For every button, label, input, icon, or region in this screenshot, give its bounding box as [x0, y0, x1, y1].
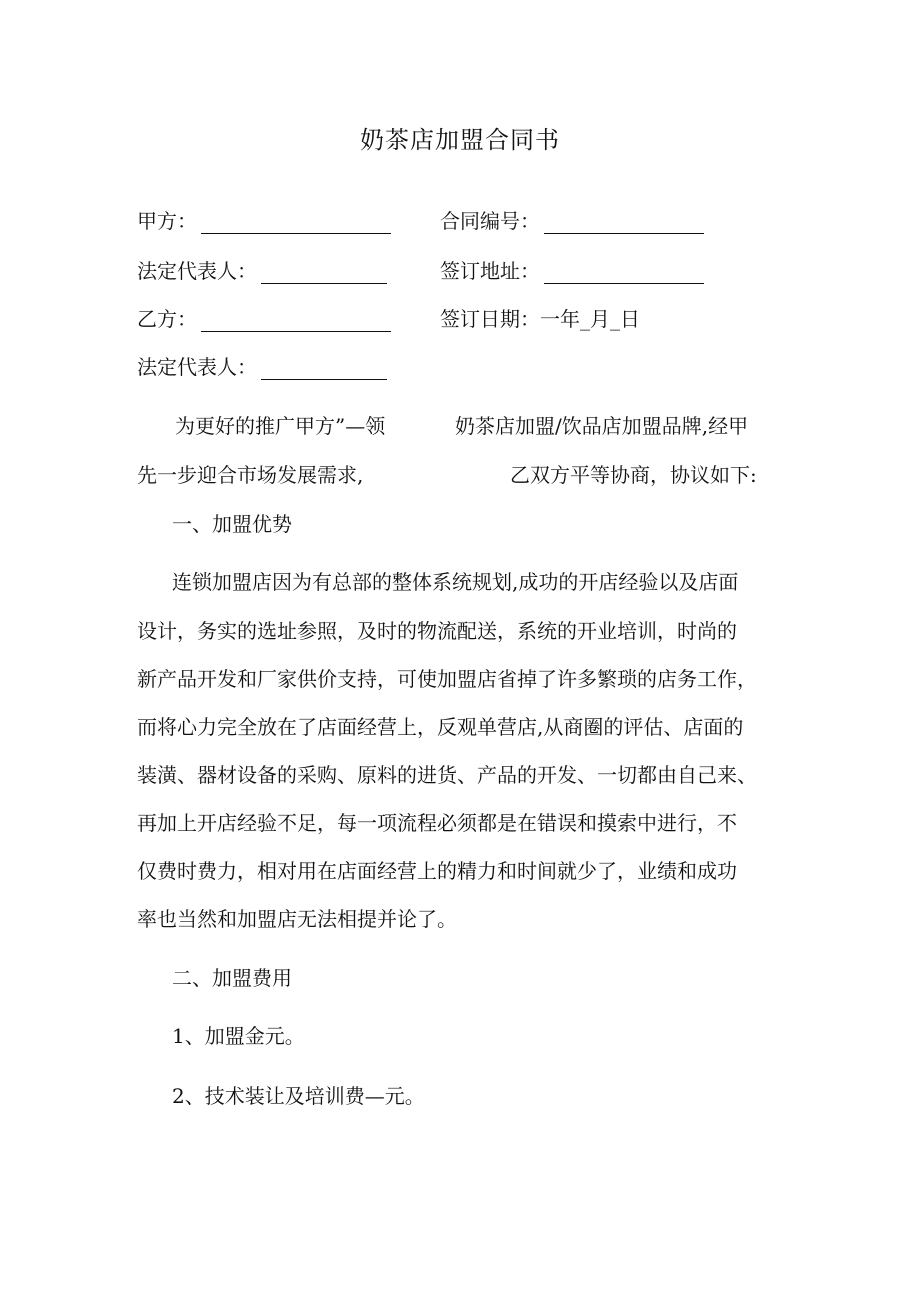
section1-heading: 一、加盟优势 [172, 512, 292, 536]
section1-line: 连锁加盟店因为有总部的整体系统规划,成功的开店经验以及店面 [172, 570, 739, 594]
party-a-label: 甲方： [137, 209, 197, 233]
party-a-field [137, 205, 391, 234]
party-b-blank [201, 311, 391, 332]
section1-line: 再加上开店经验不足，每一项流程必须都是在错误和摸索中进行，不 [137, 811, 737, 835]
section2-item2: 2、技术装让及培训费—元。 [172, 1084, 425, 1108]
party-a-blank [201, 213, 391, 234]
party-b-label: 乙方： [137, 307, 197, 331]
sign-address-field [440, 255, 704, 284]
legal-rep-b-label: 法定代表人： [137, 355, 257, 379]
section2-heading: 二、加盟费用 [172, 966, 292, 990]
legal-rep-a-field [137, 255, 387, 284]
contract-no-label: 合同编号： [440, 209, 540, 233]
party-b-field [137, 303, 391, 332]
intro-line2-part2: 乙双方平等协商，协议如下: [510, 463, 757, 487]
legal-rep-b-blank [261, 359, 387, 380]
sign-date-label: 签订日期： [440, 307, 540, 331]
contract-no-field [440, 205, 704, 234]
section1-line: 设计，务实的选址参照，及时的物流配送，系统的开业培训，时尚的 [137, 619, 737, 643]
contract-no-blank [544, 213, 704, 234]
section1-line: 而将心力完全放在了店面经营上，反观单营店,从商圈的评估、店面的 [137, 715, 744, 739]
section1-line: 仅费时费力，相对用在店面经营上的精力和时间就少了，业绩和成功 [137, 859, 737, 883]
section1-line: 新产品开发和厂家供价支持，可使加盟店省掉了许多繁琐的店务工作， [137, 667, 757, 691]
legal-rep-b-field [137, 351, 387, 380]
sign-date-field [440, 303, 640, 332]
sign-address-label: 签订地址： [440, 259, 540, 283]
intro-line2-part1: 先一步迎合市场发展需求, [137, 463, 364, 487]
document-title: 奶茶店加盟合同书 [360, 126, 560, 154]
section1-line: 装潢、器材设备的采购、原料的进货、产品的开发、一切都由自己来、 [137, 763, 757, 787]
legal-rep-a-blank [261, 263, 387, 284]
section1-line: 率也当然和加盟店无法相提并论了。 [137, 907, 457, 931]
intro-line1-part1: 为更好的推广甲方”—领 [175, 414, 386, 438]
sign-date-value: 一年_月_日 [540, 307, 640, 331]
sign-address-blank [544, 263, 704, 284]
legal-rep-a-label: 法定代表人： [137, 259, 257, 283]
section2-item1: 1、加盟金元。 [172, 1024, 305, 1048]
intro-line1-part2: 奶茶店加盟/饮品店加盟品牌,经甲 [455, 414, 749, 438]
